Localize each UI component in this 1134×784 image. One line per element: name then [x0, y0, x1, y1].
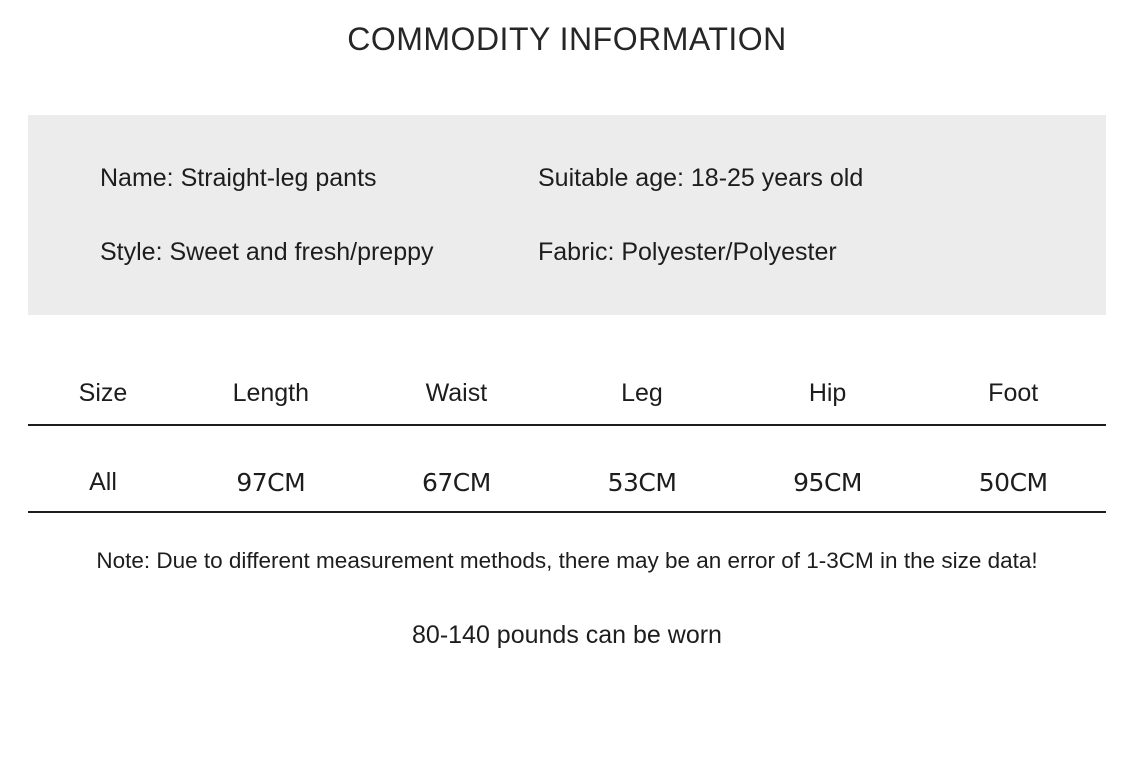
- info-name: Name: Straight-leg pants: [100, 163, 377, 192]
- size-chart-table: [28, 371, 1106, 513]
- column-header-waist: Waist: [364, 371, 550, 425]
- measurement-note: Note: Due to different measurement methods, there may be an error of 1-3CM in the size data!: [96, 548, 1038, 574]
- cell-length: 97CM: [178, 425, 364, 512]
- column-header-length: Length: [178, 371, 364, 425]
- table-row: [28, 425, 1106, 512]
- cell-waist: 67CM: [364, 425, 550, 512]
- cell-hip: 95CM: [735, 425, 921, 512]
- info-suitable-age: Suitable age: 18-25 years old: [538, 163, 864, 192]
- weight-note: 80-140 pounds can be worn: [412, 620, 722, 649]
- info-row: [28, 141, 1106, 215]
- column-header-leg: Leg: [549, 371, 735, 425]
- commodity-info-panel: [28, 115, 1106, 315]
- info-row: [28, 215, 1106, 289]
- cell-size: All: [28, 425, 178, 512]
- cell-leg: 53CM: [549, 425, 735, 512]
- info-fabric: Fabric: Polyester/Polyester: [538, 237, 837, 266]
- page-title: COMMODITY INFORMATION: [347, 21, 787, 57]
- column-header-hip: Hip: [735, 371, 921, 425]
- info-style: Style: Sweet and fresh/preppy: [100, 237, 434, 266]
- column-header-foot: Foot: [920, 371, 1106, 425]
- table-header-row: [28, 371, 1106, 425]
- column-header-size: Size: [28, 371, 178, 425]
- cell-foot: 50CM: [920, 425, 1106, 512]
